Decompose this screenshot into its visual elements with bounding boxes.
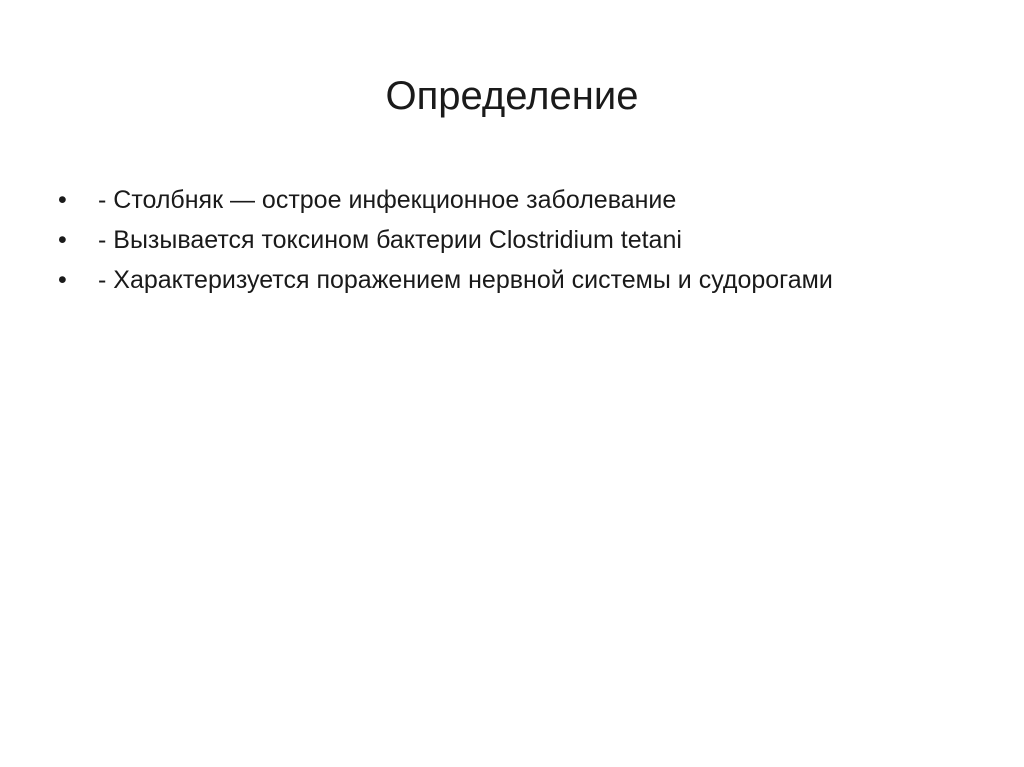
- bullet-item: [58, 220, 978, 260]
- bullet-text: - Столбняк — острое инфекционное заболевание: [98, 186, 677, 214]
- bullet-text: - Характеризуется поражением нервной системы и судорогами: [98, 266, 833, 294]
- slide-title: Определение: [385, 74, 639, 118]
- bullet-list: [58, 180, 978, 300]
- bullet-dot-icon: •: [58, 266, 67, 294]
- bullet-dot-icon: •: [58, 226, 67, 254]
- bullet-item: [58, 260, 978, 300]
- bullet-item: [58, 180, 978, 220]
- bullet-dot-icon: •: [58, 186, 67, 214]
- bullet-text: - Вызывается токсином бактерии Clostridium tetani: [98, 226, 682, 254]
